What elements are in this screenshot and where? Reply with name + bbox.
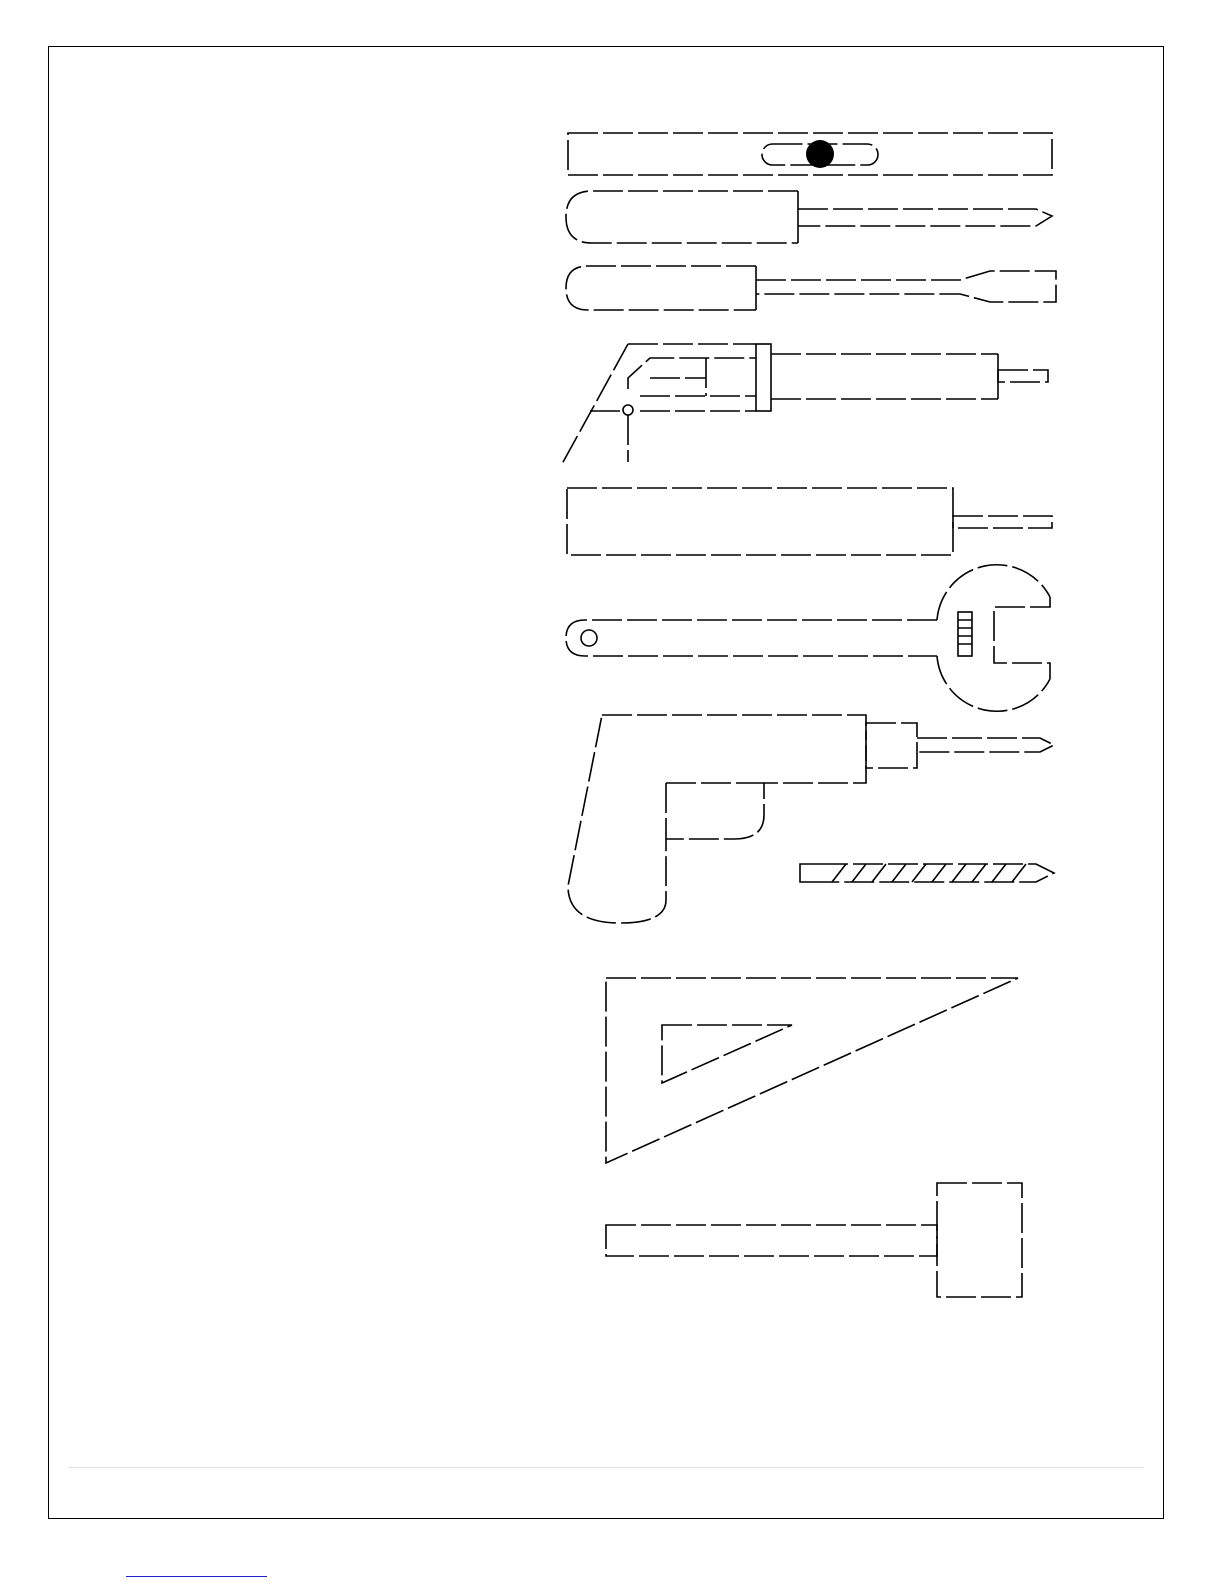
rotary-tool-icon xyxy=(562,344,1048,464)
footer-rule xyxy=(68,1467,1144,1468)
drill-bit-icon xyxy=(800,864,1054,882)
bottom-link-underline[interactable] xyxy=(126,1576,267,1577)
chisel-icon xyxy=(567,488,1052,555)
flathead-screwdriver-icon xyxy=(566,266,1056,310)
set-square-icon xyxy=(606,978,1018,1163)
spirit-level-icon xyxy=(568,133,1052,175)
mallet-icon xyxy=(606,1183,1022,1297)
adjustable-wrench-icon xyxy=(566,565,1050,711)
power-drill-icon xyxy=(568,715,1054,923)
phillips-screwdriver-icon xyxy=(566,191,1052,243)
